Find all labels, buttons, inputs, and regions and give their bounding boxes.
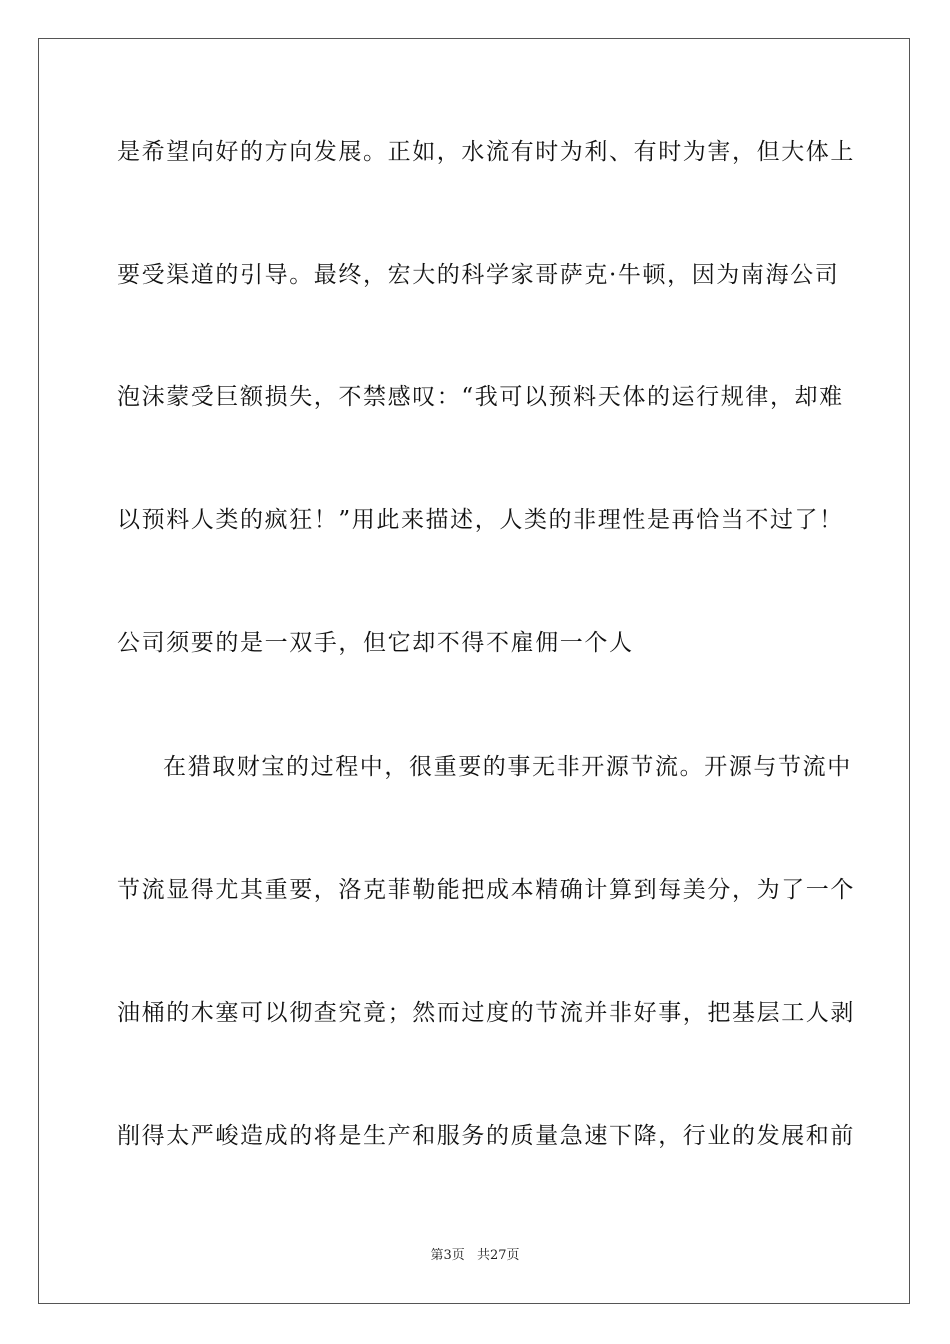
paragraph-line: 是希望向好的方向发展。正如，水流有时为利、有时为害，但大体上: [117, 139, 855, 165]
paragraph-line: 削得太严峻造成的将是生产和服务的质量急速下降，行业的发展和前: [117, 1123, 855, 1149]
page-number: 第3页: [430, 1248, 465, 1263]
page-footer: [0, 1247, 950, 1265]
paragraph-line: 在猎取财宝的过程中，很重要的事无非开源节流。开源与节流中: [163, 754, 852, 780]
paragraph-line: 以预料人类的疯狂！”用此来描述，人类的非理性是再恰当不过了！: [117, 507, 844, 533]
paragraph-line: 油桶的木塞可以彻查究竟；然而过度的节流并非好事，把基层工人剥: [117, 1000, 855, 1026]
total-pages: 共27页: [476, 1248, 520, 1263]
page-frame: [38, 38, 910, 1304]
paragraph-line: 节流显得尤其重要，洛克菲勒能把成本精确计算到每美分，为了一个: [117, 877, 855, 903]
section-heading: 公司须要的是一双手，但它却不得不雇佣一个人: [117, 630, 634, 656]
paragraph-line: 要受渠道的引导。最终，宏大的科学家哥萨克·牛顿，因为南海公司: [117, 262, 840, 288]
paragraph-line: 泡沫蒙受巨额损失，不禁感叹：“我可以预料天体的运行规律，却难: [117, 384, 844, 410]
